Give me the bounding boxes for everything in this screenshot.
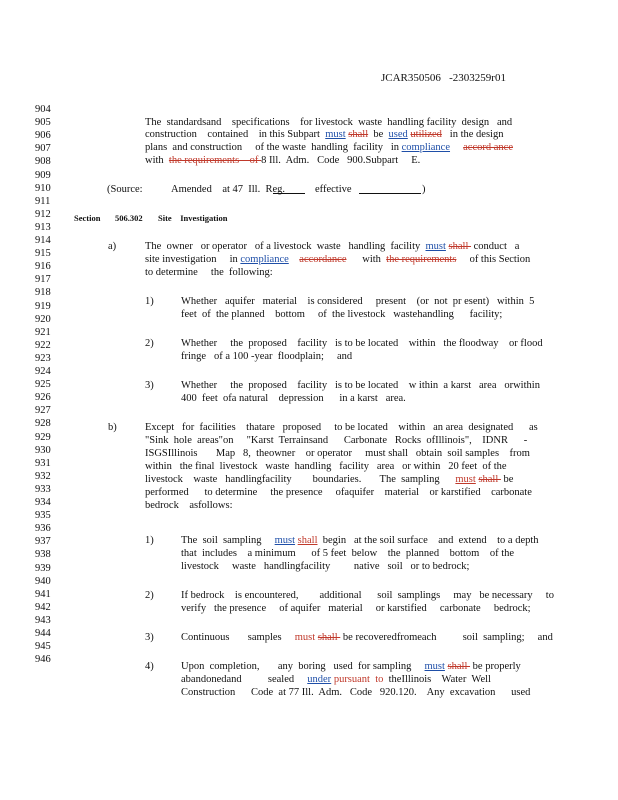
source-label: (Source: — [107, 184, 143, 195]
body-line-914 — [145, 241, 519, 253]
text-segment: accordance — [299, 254, 347, 265]
text-segment: shall — [317, 632, 341, 643]
line-number: 907 — [35, 143, 51, 155]
body-line-940: verify the presence of aquifer material or karstified carbonate bedrock; — [181, 603, 531, 614]
line-number: 936 — [35, 523, 51, 535]
body-line-919: feet of the planned bottom of the livestock wastehandling facility; — [181, 309, 503, 320]
line-number: 943 — [35, 614, 51, 626]
source-effective: effective — [315, 184, 352, 195]
body-line-924: Whether the proposed facility is to be located w ithin a karst area orwithin — [181, 380, 540, 391]
source-date-blank — [359, 184, 421, 194]
line-number: 910 — [35, 182, 51, 194]
line-number: 914 — [35, 235, 51, 246]
line-number: 919 — [35, 300, 51, 312]
text-segment: must — [294, 632, 316, 643]
text-segment: be — [368, 129, 389, 140]
line-number: 927 — [35, 405, 51, 417]
text-segment: shall — [448, 241, 472, 252]
text-segment: used — [388, 129, 408, 140]
text-segment: plans and construction of the waste handling facility in — [145, 142, 402, 153]
line-number: 932 — [35, 470, 51, 482]
body-line-933: bedrock asfollows: — [145, 500, 233, 511]
text-segment: the requirements of — [168, 155, 262, 166]
body-line-907 — [145, 142, 513, 154]
body-line-908 — [145, 155, 420, 167]
body-line-918: Whether aquifer material is considered present (or not pr esent) within 5 — [181, 296, 535, 307]
body-line-932: performed to determine the presence ofaquifer material or karstified carbonate — [145, 487, 532, 498]
text-segment: with — [346, 254, 387, 265]
source-reg-blank — [273, 184, 305, 194]
body-line-931 — [145, 474, 513, 486]
text-segment: utilized — [410, 129, 442, 140]
line-number: 923 — [35, 352, 51, 364]
line-number: 937 — [35, 536, 51, 548]
line-number: 933 — [35, 483, 51, 495]
text-segment: compliance — [240, 254, 289, 265]
section-label: Section — [74, 213, 101, 223]
body-line-915 — [145, 254, 530, 266]
line-number: 946 — [35, 654, 51, 666]
line-number: 911 — [35, 195, 51, 207]
item-b1-label: 1) — [145, 535, 154, 546]
line-number: 935 — [35, 510, 51, 522]
line-number: 928 — [35, 418, 51, 430]
line-number: 916 — [35, 261, 51, 273]
text-segment: be properly — [470, 661, 521, 672]
body-line-921: Whether the proposed facility is to be located within the floodway or flood — [181, 338, 543, 349]
line-number: 940 — [35, 575, 51, 587]
text-segment: Continuous samples — [181, 632, 295, 643]
line-number: 917 — [35, 274, 51, 286]
text-segment: Upon completion, any boring used for sampling — [181, 661, 425, 672]
line-number: 904 — [35, 104, 51, 115]
text-segment: must — [274, 535, 296, 546]
line-number: 909 — [35, 169, 51, 181]
line-number: 925 — [35, 379, 51, 391]
line-number: 929 — [35, 431, 51, 443]
body-line-925: 400 feet ofa natural depression in a karst area. — [181, 393, 406, 404]
text-segment: in the design — [441, 129, 504, 140]
body-line-942 — [181, 632, 553, 644]
line-number: 939 — [35, 562, 51, 574]
subsection-a-label: a) — [108, 241, 117, 252]
body-line-928: "Sink hole areas"on "Karst Terrainsand Carbonate Rocks ofIllinois", IDNR - — [145, 435, 528, 446]
line-number: 913 — [35, 221, 51, 233]
line-number: 908 — [35, 156, 51, 168]
text-segment: site investigation in — [145, 254, 241, 265]
text-segment: conduct a — [471, 241, 520, 252]
text-segment: The owner or operator of a livestock waste handling facility — [145, 241, 426, 252]
body-line-927: Except for facilities thatare proposed to be located within an area designated as — [145, 422, 538, 433]
text-segment: of this Section — [456, 254, 531, 265]
body-line-937: livestock waste handlingfacility native soil or to bedrock; — [181, 561, 470, 572]
line-number: 931 — [35, 457, 51, 469]
line-number: 944 — [35, 628, 51, 639]
line-number: 915 — [35, 248, 51, 260]
body-line-930: within the final livestock waste handling facility area or within 20 feet of the — [145, 461, 507, 472]
text-segment: be — [500, 474, 514, 485]
text-segment: shall — [478, 474, 501, 485]
line-number: 945 — [35, 641, 51, 653]
text-segment: must — [325, 129, 346, 140]
item-b4-label: 4) — [145, 661, 154, 672]
text-segment: 8 Ill. Adm. Code 900.Subpart E. — [261, 155, 421, 166]
line-number: 941 — [35, 588, 51, 600]
body-line-935 — [181, 535, 539, 547]
body-line-944 — [181, 661, 521, 673]
source-text: Amended at 47 Ill. Reg. — [171, 184, 286, 195]
text-segment: theIllinois Water Well — [383, 674, 491, 685]
body-line-946: Construction Code at 77 Ill. Adm. Code 920.120. Any excavation used — [181, 687, 531, 698]
text-segment: shall — [348, 129, 369, 140]
text-segment: with — [145, 155, 169, 166]
body-line-916: to determine the following: — [145, 267, 273, 278]
text-segment: shall — [447, 661, 471, 672]
text-segment: under — [307, 674, 332, 685]
body-line-939: If bedrock is encountered, additional soil samplings may be necessary to — [181, 590, 554, 601]
text-segment: livestock waste handlingfacility boundaries. The sampling — [145, 474, 456, 485]
text-segment — [450, 142, 463, 153]
line-number: 912 — [35, 208, 51, 220]
line-number: 938 — [35, 549, 51, 561]
body-line-936: that includes a minimum of 5 feet below the planned bottom of the — [181, 548, 515, 559]
line-number: 906 — [35, 130, 51, 142]
item-a2-label: 2) — [145, 338, 154, 349]
line-number: 934 — [35, 497, 51, 508]
text-segment: The soil sampling — [181, 535, 275, 546]
line-number: 922 — [35, 339, 51, 351]
text-segment — [289, 254, 300, 265]
line-number: 942 — [35, 601, 51, 613]
text-segment: must — [425, 241, 446, 252]
line-number: 924 — [35, 366, 51, 377]
line-number: 930 — [35, 444, 51, 456]
item-a3-label: 3) — [145, 380, 154, 391]
text-segment: construction contained in this Subpart — [145, 129, 326, 140]
document-id-header: JCAR350506 -2303259r01 — [381, 72, 506, 84]
text-segment: abandonedand sealed — [181, 674, 308, 685]
body-line-929: ISGSIllinois Map 8, theowner or operator must shall obtain soil samples from — [145, 448, 530, 459]
text-segment: be recoveredfromeach soil sampling; and — [340, 632, 553, 643]
text-segment: must — [424, 661, 445, 672]
line-number: 926 — [35, 392, 51, 404]
body-line-922: fringe of a 100 -year floodplain; and — [181, 351, 353, 362]
item-a1-label: 1) — [145, 296, 154, 307]
item-b3-label: 3) — [145, 632, 154, 643]
text-segment: must — [455, 474, 476, 485]
section-title: Site Investigation — [158, 213, 228, 223]
source-close: ) — [422, 184, 426, 195]
text-segment: pursuant to — [333, 674, 384, 685]
item-b2-label: 2) — [145, 590, 154, 601]
line-number: 920 — [35, 313, 51, 325]
line-number: 918 — [35, 287, 51, 299]
line-number: 921 — [35, 326, 51, 338]
line-number: 905 — [35, 117, 51, 129]
text-segment: the requirements — [386, 254, 457, 265]
body-line-906 — [145, 129, 503, 141]
text-segment: accord ance — [463, 142, 513, 153]
text-segment: begin at the soil surface and extend to a depth — [317, 535, 539, 546]
body-line-945 — [181, 674, 491, 686]
section-number: 506.302 — [115, 213, 143, 223]
body-line-905: The standardsand specifications for livestock waste handling facility design and — [145, 117, 513, 128]
text-segment: shall — [297, 535, 318, 546]
subsection-b-label: b) — [108, 422, 117, 433]
text-segment: compliance — [401, 142, 451, 153]
